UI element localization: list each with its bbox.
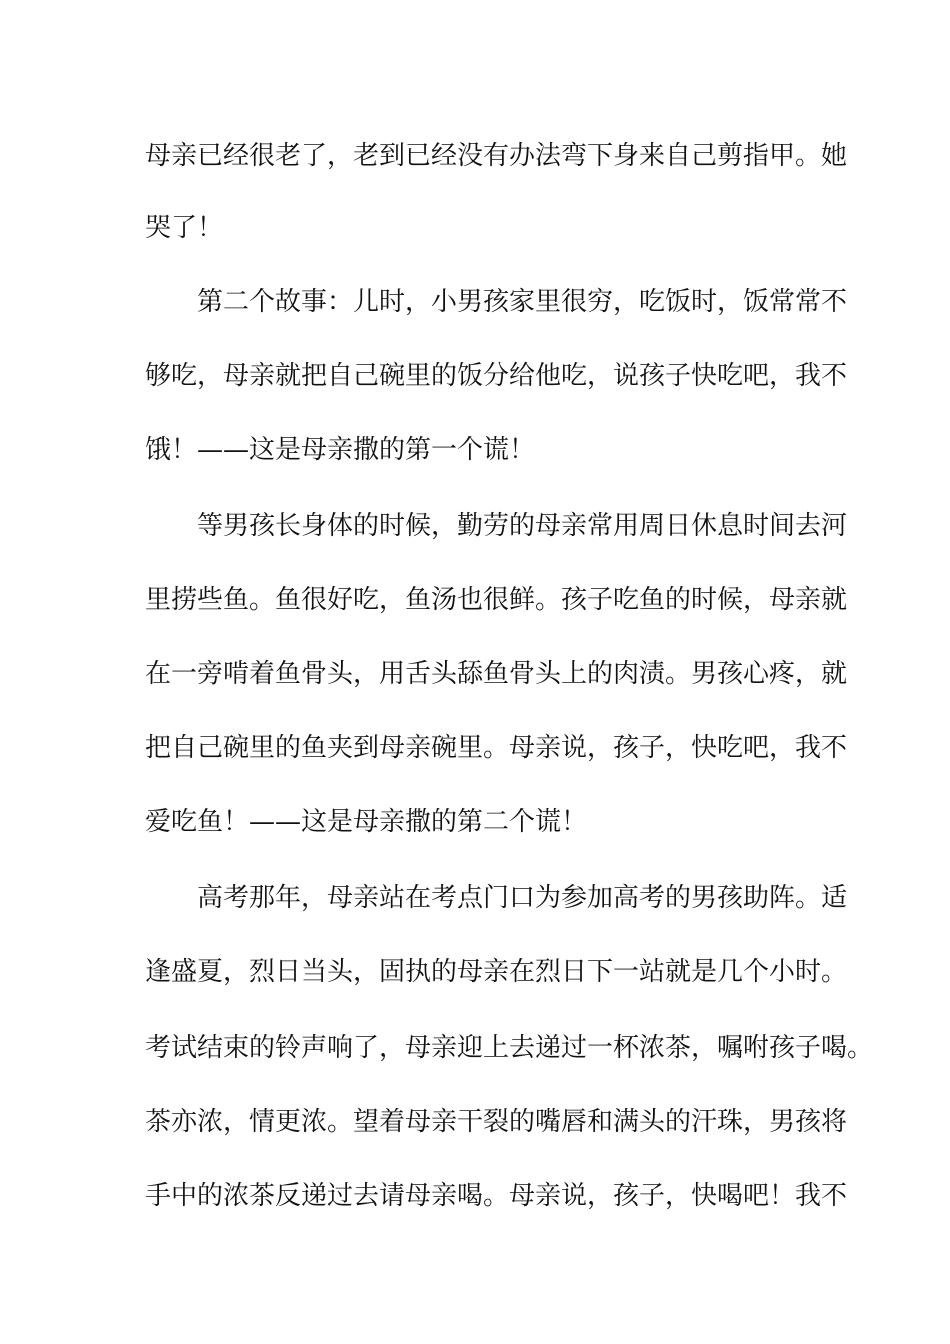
text-line: 考试结束的铃声响了，母亲迎上去递过一杯浓茶，嘱咐孩子喝。 (145, 1033, 874, 1063)
text-line: 等男孩长身体的时候，勤劳的母亲常用周日休息时间去河 (145, 511, 848, 541)
text-line: 哭了！ (145, 213, 224, 243)
text-line: 爱吃鱼！——这是母亲撒的第二个谎！ (145, 807, 588, 837)
text-line: 高考那年，母亲站在考点门口为参加高考的男孩助阵。适 (145, 883, 848, 913)
text-line: 逢盛夏，烈日当头，固执的母亲在烈日下一站就是几个小时。 (145, 957, 848, 987)
text-line: 把自己碗里的鱼夹到母亲碗里。母亲说，孩子，快吃吧，我不 (145, 733, 848, 763)
text-line: 茶亦浓，情更浓。望着母亲干裂的嘴唇和满头的汗珠，男孩将 (145, 1107, 848, 1137)
text-line: 饿！——这是母亲撒的第一个谎！ (145, 435, 536, 465)
text-line: 够吃，母亲就把自己碗里的饭分给他吃，说孩子快吃吧，我不 (145, 361, 848, 391)
text-line: 母亲已经很老了，老到已经没有办法弯下身来自己剪指甲。她 (145, 141, 848, 171)
text-line: 手中的浓茶反递过去请母亲喝。母亲说，孩子，快喝吧！我不 (145, 1181, 848, 1211)
text-line: 在一旁啃着鱼骨头，用舌头舔鱼骨头上的肉渍。男孩心疼，就 (145, 659, 848, 689)
text-line: 里捞些鱼。鱼很好吃，鱼汤也很鲜。孩子吃鱼的时候，母亲就 (145, 585, 848, 615)
text-line: 第二个故事：儿时，小男孩家里很穷，吃饭时，饭常常不 (145, 287, 848, 317)
